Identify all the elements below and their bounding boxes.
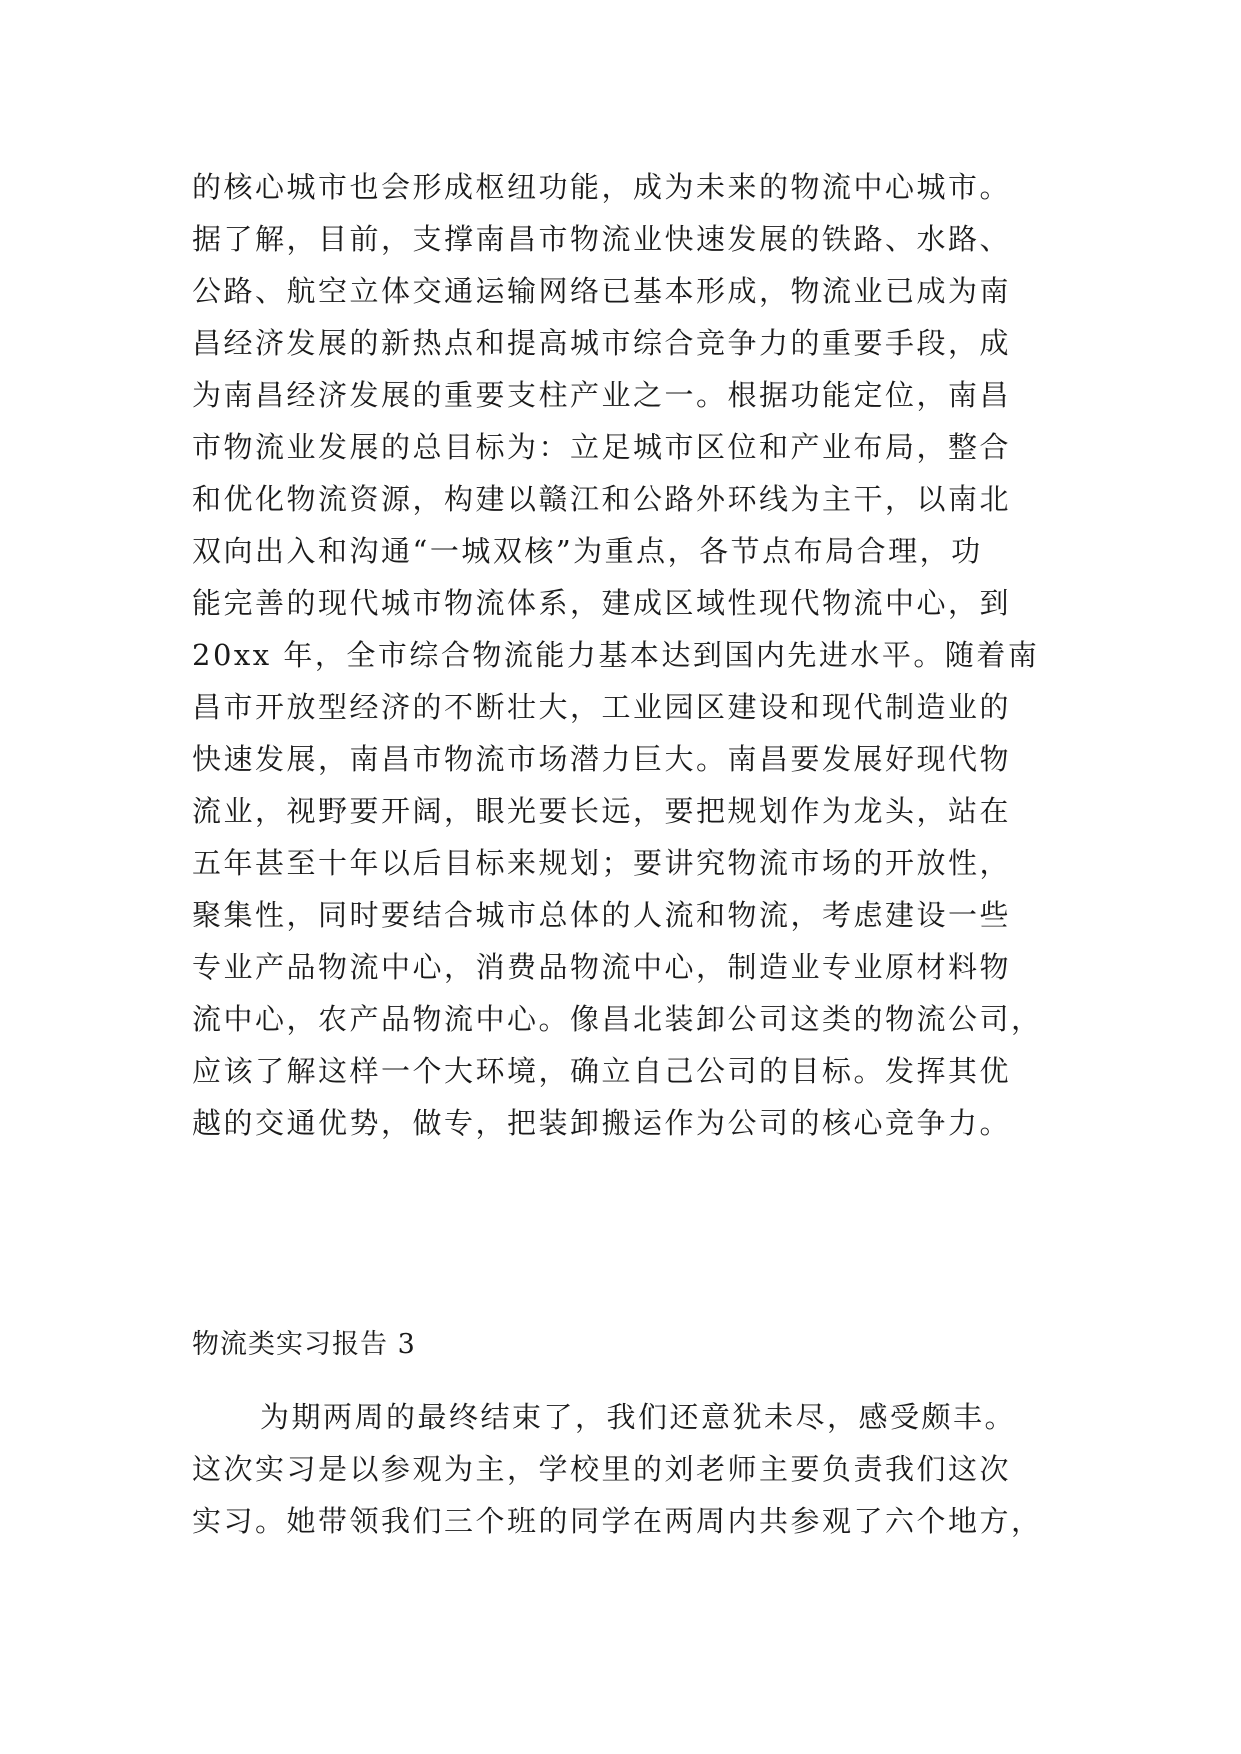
section-heading: 物流类实习报告 3 <box>192 1329 416 1360</box>
text-line: 昌经济发展的新热点和提高城市综合竞争力的重要手段，成 <box>192 326 1012 360</box>
text-line: 20xx 年，全市综合物流能力基本达到国内先进水平。随着南 <box>192 638 1040 672</box>
text-line: 的核心城市也会形成枢纽功能，成为未来的物流中心城市。 <box>192 170 1012 204</box>
text-line: 昌市开放型经济的不断壮大，工业园区建设和现代制造业的 <box>192 690 1012 724</box>
body-paragraph <box>192 1391 1072 1547</box>
text-line: 据了解，目前，支撑南昌市物流业快速发展的铁路、水路、 <box>192 222 1012 256</box>
text-line: 公路、航空立体交通运输网络已基本形成，物流业已成为南 <box>192 274 1012 308</box>
text-line: 和优化物流资源，构建以赣江和公路外环线为主干，以南北 <box>192 482 1012 516</box>
text-line: 流业，视野要开阔，眼光要长远，要把规划作为龙头，站在 <box>192 794 1012 828</box>
text-line: 应该了解这样一个大环境，确立自己公司的目标。发挥其优 <box>192 1054 1012 1088</box>
text-line: 为南昌经济发展的重要支柱产业之一。根据功能定位，南昌 <box>192 378 1012 412</box>
body-paragraph <box>192 161 1072 1149</box>
text-line: 双向出入和沟通“一城双核”为重点，各节点布局合理，功 <box>192 534 983 568</box>
text-line: 聚集性，同时要结合城市总体的人流和物流，考虑建设一些 <box>192 898 1012 932</box>
text-line: 实习。她带领我们三个班的同学在两周内共参观了六个地方， <box>192 1504 1043 1538</box>
text-line: 为期两周的最终结束了，我们还意犹未尽，感受颇丰。 <box>260 1400 1017 1434</box>
text-line: 流中心，农产品物流中心。像昌北装卸公司这类的物流公司， <box>192 1002 1043 1036</box>
text-line: 这次实习是以参观为主，学校里的刘老师主要负责我们这次 <box>192 1452 1012 1486</box>
text-line: 快速发展，南昌市物流市场潜力巨大。南昌要发展好现代物 <box>192 742 1012 776</box>
text-line: 越的交通优势，做专，把装卸搬运作为公司的核心竞争力。 <box>192 1106 1012 1140</box>
text-line: 能完善的现代城市物流体系，建成区域性现代物流中心，到 <box>192 586 1012 620</box>
text-line: 专业产品物流中心，消费品物流中心，制造业专业原材料物 <box>192 950 1012 984</box>
text-line: 五年甚至十年以后目标来规划；要讲究物流市场的开放性， <box>192 846 1012 880</box>
text-line: 市物流业发展的总目标为：立足城市区位和产业布局，整合 <box>192 430 1012 464</box>
